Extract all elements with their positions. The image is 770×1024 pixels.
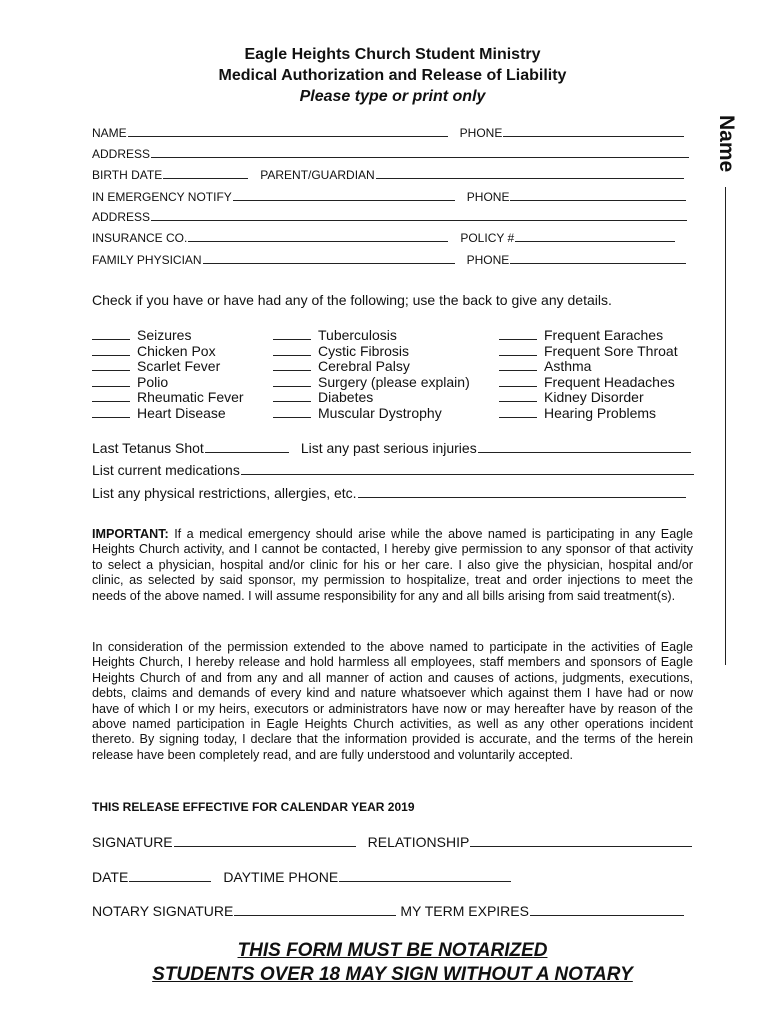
phone-label: PHONE <box>459 126 503 140</box>
condition-item[interactable]: Asthma <box>499 359 678 375</box>
side-name-line[interactable] <box>725 187 726 665</box>
row-medications <box>92 462 694 478</box>
parent-guardian-label: PARENT/GUARDIAN <box>260 168 375 182</box>
emergency-phone-field[interactable] <box>510 189 686 201</box>
medications-field[interactable] <box>241 463 694 475</box>
conditions-column-2 <box>273 328 470 421</box>
relationship-field[interactable] <box>470 835 692 847</box>
side-name-label: Name <box>715 115 738 173</box>
notarized-notice: THIS FORM MUST BE NOTARIZED <box>237 940 548 961</box>
notary-exception-notice: STUDENTS OVER 18 MAY SIGN WITHOUT A NOTARY <box>152 964 633 985</box>
address-field[interactable] <box>151 146 689 158</box>
tetanus-label: Last Tetanus Shot <box>92 440 204 456</box>
phone-field[interactable] <box>503 125 684 137</box>
notary-signature-label: NOTARY SIGNATURE <box>92 903 234 919</box>
relationship-label: RELATIONSHIP <box>367 834 470 850</box>
restrictions-field[interactable] <box>358 486 686 498</box>
address-label: ADDRESS <box>92 147 151 161</box>
row-physician <box>92 252 686 267</box>
condition-item[interactable]: Chicken Pox <box>92 344 244 360</box>
condition-item[interactable]: Surgery (please explain) <box>273 375 470 391</box>
condition-item[interactable]: Cystic Fibrosis <box>273 344 470 360</box>
emergency-address-label: ADDRESS <box>92 210 151 224</box>
restrictions-label: List any physical restrictions, allergies, etc. <box>92 485 357 501</box>
tetanus-field[interactable] <box>205 441 289 453</box>
form-title: Medical Authorization and Release of Liability <box>218 67 567 84</box>
policy-field[interactable] <box>515 230 675 242</box>
name-label: NAME <box>92 126 127 140</box>
condition-item[interactable]: Cerebral Palsy <box>273 359 470 375</box>
row-date <box>92 869 511 885</box>
physician-label: FAMILY PHYSICIAN <box>92 253 202 267</box>
conditions-column-3 <box>499 328 678 421</box>
org-title: Eagle Heights Church Student Ministry <box>244 46 541 63</box>
row-emergency-address <box>92 209 687 224</box>
condition-item[interactable]: Kidney Disorder <box>499 390 678 406</box>
notary-signature-field[interactable] <box>234 904 396 916</box>
daytime-phone-label: DAYTIME PHONE <box>223 869 339 885</box>
signature-field[interactable] <box>174 835 356 847</box>
row-tetanus <box>92 440 691 456</box>
medications-label: List current medications <box>92 462 240 478</box>
condition-item[interactable]: Seizures <box>92 328 244 344</box>
condition-item[interactable]: Scarlet Fever <box>92 359 244 375</box>
term-expires-field[interactable] <box>530 904 684 916</box>
emergency-field[interactable] <box>233 189 455 201</box>
row-restrictions <box>92 485 686 501</box>
effective-year: THIS RELEASE EFFECTIVE FOR CALENDAR YEAR 2019 <box>92 800 415 814</box>
condition-item[interactable]: Frequent Sore Throat <box>499 344 678 360</box>
side-name-strip <box>716 115 738 665</box>
row-signature <box>92 834 692 850</box>
parent-guardian-field[interactable] <box>376 167 684 179</box>
insurance-field[interactable] <box>188 230 448 242</box>
conditions-intro: Check if you have or have had any of the following; use the back to give any details. <box>92 292 612 308</box>
insurance-label: INSURANCE CO. <box>92 231 188 245</box>
condition-item[interactable]: Tuberculosis <box>273 328 470 344</box>
condition-item[interactable]: Heart Disease <box>92 406 244 422</box>
injuries-label: List any past serious injuries <box>300 440 477 456</box>
emergency-label: IN EMERGENCY NOTIFY <box>92 190 232 204</box>
form-instruction: Please type or print only <box>299 88 486 105</box>
birth-date-field[interactable] <box>163 167 248 179</box>
important-text: If a medical emergency should arise while the above named is participating in any Eagle Heights Church activity, and I cannot be contacted, I hereby give permission to any sponsor of that activity to select a physician, hospital and/or clinic for his or her care. I also give the physician, hospital and/or clinic, as selected by said sponsor, my permission to hospitalize, treat and order injections to meet the needs of the above named. I will assume responsibility for any and all bills arising from said treatment(s). <box>92 527 694 603</box>
condition-item[interactable]: Diabetes <box>273 390 470 406</box>
release-paragraph: In consideration of the permission extended to the above named to participate in the activities of Eagle Heights Church, I hereby release and hold harmless all employees, staff members and sponsors of Eagle Heights Church of and from any and all manner of action and causes of actions, judgments, executions, debts, claims and demands of every kind and nature whatsoever which against them I have had or now have of which I or my heirs, executors or administrators have now or may hereafter have by reason of the above named participation in Eagle Heights Church activities, as well as any other operations incident thereto. By signing today, I declare that the information provided is accurate, and the terms of the herein release have been completely read, and are fully understood and voluntarily accepted. <box>92 640 693 762</box>
term-expires-label: MY TERM EXPIRES <box>400 903 529 919</box>
row-address <box>92 146 689 161</box>
date-label: DATE <box>92 869 129 885</box>
row-insurance <box>92 230 675 245</box>
daytime-phone-field[interactable] <box>339 870 511 882</box>
row-notary <box>92 903 684 919</box>
important-paragraph <box>92 527 693 604</box>
emergency-address-field[interactable] <box>151 209 687 221</box>
injuries-field[interactable] <box>478 441 691 453</box>
conditions-column-1 <box>92 328 244 421</box>
condition-item[interactable]: Frequent Earaches <box>499 328 678 344</box>
condition-item[interactable]: Frequent Headaches <box>499 375 678 391</box>
policy-label: POLICY # <box>460 231 515 245</box>
important-label: IMPORTANT: <box>92 527 169 541</box>
name-field[interactable] <box>128 125 448 137</box>
physician-field[interactable] <box>203 252 455 264</box>
condition-item[interactable]: Polio <box>92 375 244 391</box>
emergency-phone-label: PHONE <box>466 190 510 204</box>
condition-item[interactable]: Rheumatic Fever <box>92 390 244 406</box>
signature-label: SIGNATURE <box>92 834 173 850</box>
physician-phone-field[interactable] <box>510 252 686 264</box>
row-emergency <box>92 189 686 204</box>
date-field[interactable] <box>129 870 211 882</box>
row-birth <box>92 167 684 182</box>
physician-phone-label: PHONE <box>466 253 510 267</box>
row-name <box>92 125 684 140</box>
condition-item[interactable]: Hearing Problems <box>499 406 678 422</box>
birth-date-label: BIRTH DATE <box>92 168 163 182</box>
condition-item[interactable]: Muscular Dystrophy <box>273 406 470 422</box>
